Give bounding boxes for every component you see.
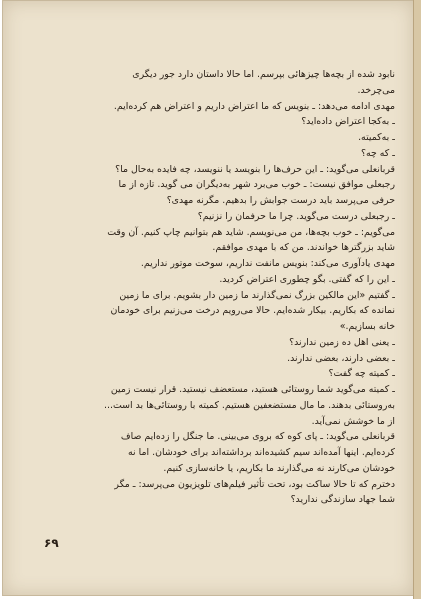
text-line: می‌گویم: ـ خوب بچه‌ها، من می‌نویسم. شاید هم بتوانیم چاپ کنیم. آن وقت xyxy=(107,226,395,238)
text-line: ـ این را که گفتی. بگو چطوری اعتراض کردید. xyxy=(219,273,395,285)
text-line: شما جهاد سازندگی ندارید؟ xyxy=(290,494,395,506)
text-line: حرفی می‌پرسد باید درست جوابش را بدهیم. مگرنه مهدی؟ xyxy=(166,195,395,206)
text-line: ـ به‌کجا اعتراض داده‌اید؟ xyxy=(301,116,395,128)
text-line: مهدی یادآوری می‌کند: بنویس مانفت نداریم، سوخت موتور نداریم. xyxy=(140,258,395,269)
page-number: ۶۹ xyxy=(44,536,59,550)
text-line: ـ که چه؟ xyxy=(361,147,395,159)
text-line: ـ گفتیم «این مالکین بزرگ نمی‌گذارند ما زمین دار بشویم. برای ما زمین xyxy=(119,289,395,301)
text-line: به‌روستائی بدهند. ما مال مستضعفین هستیم. کمیته با روستائی‌ها بد است... xyxy=(104,399,395,411)
text-line: قربانعلی می‌گوید: ـ پای کوه که بروی می‌بینی. ما جنگل را زده‌ایم صاف xyxy=(120,431,395,443)
text-line: ـ بعضی دارند، بعضی ندارند. xyxy=(287,352,395,364)
page-edge xyxy=(413,0,421,599)
text-line: ـ کمیته چه گفت؟ xyxy=(328,368,395,380)
text-line: ـ یعنی اهل ده زمین ندارند؟ xyxy=(289,336,395,348)
text-line: خودشان می‌کارند نه می‌گذارند ما بکاریم، یا خانه‌سازی کنیم. xyxy=(163,462,395,474)
text-line: شاید بزرگترها خواندند. من که با مهدی موافقم. xyxy=(212,242,395,254)
text-line: رجبعلی موافق نیست: ـ خوب می‌برد شهر به‌دیگران می گوید. تازه از ما xyxy=(118,179,395,191)
text-line: مهدی ادامه می‌دهد: ـ بنویس که ما اعتراض داریم و اعتراض هم کرده‌ایم. xyxy=(113,100,395,112)
text-line: می‌چرخد. xyxy=(357,84,395,96)
text-line: دخترم که تا حالا ساکت بود، تحت تأثیر فیلم‌های تلویزیون می‌پرسد: ـ مگر xyxy=(114,478,395,490)
text-line: ـ کمیته می‌گوید شما روستائی هستید، مستعضف نیستید. قرار نیست زمین xyxy=(110,384,395,395)
book-page xyxy=(2,0,414,596)
body-text xyxy=(43,67,395,508)
text-line: کرده‌ایم. اینها آمده‌اند سیم کشیده‌اند برداشته‌اند برای خودشان. اما نه xyxy=(128,447,395,458)
text-line: خانه بسازیم.» xyxy=(339,321,395,332)
text-line: نابود شده از بچه‌ها چیزهائی بپرسم. اما حالا داستان دارد جور دیگری xyxy=(132,69,395,80)
text-line: نمانده که بکاریم. بیکار شده‌ایم. حالا می‌رویم درخت می‌زنیم برای خودمان xyxy=(110,305,395,317)
text-line: ـ به‌کمیته. xyxy=(358,132,395,143)
text-line: ـ رجبعلی درست می‌گوید. چرا ما حرفمان را نزنیم؟ xyxy=(197,210,395,222)
text-line: قربانعلی می‌گوید: ـ این حرف‌ها را بنویسد یا ننویسد، چه فایده به‌حال ما؟ xyxy=(115,163,395,175)
text-line: از ما خوشش نمی‌آید. xyxy=(311,415,395,427)
